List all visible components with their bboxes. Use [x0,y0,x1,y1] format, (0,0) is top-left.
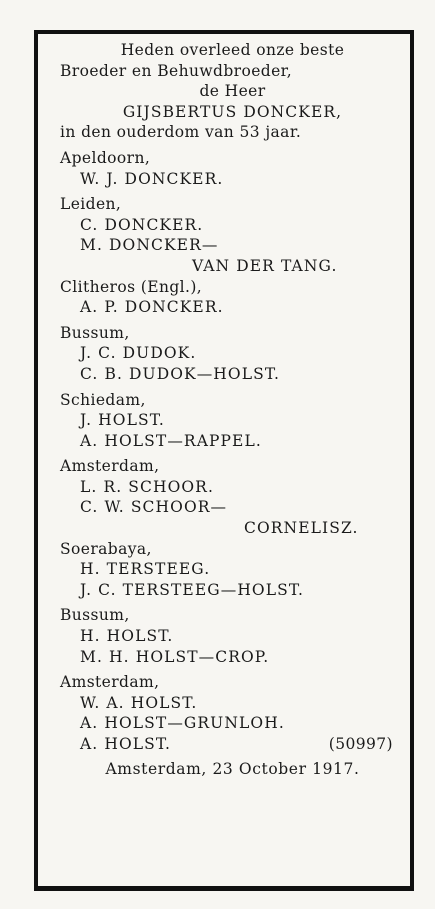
relative-name: C. W. SCHOOR— [80,498,228,517]
relative-name: W. J. DONCKER. [80,169,224,188]
relative-name: H. TERSTEEG. [80,560,211,579]
relative-name: H. HOLST. [80,627,174,646]
age-line: in den ouderdom van 53 jaar. [60,123,302,142]
reference-number: (50997) [328,735,393,753]
relative-name: C. B. DUDOK—HOLST. [80,364,281,383]
border-bottom [34,886,414,891]
place-amsterdam: Amsterdam, [60,673,160,692]
intro-line-1: Heden overleed onze beste [120,41,345,59]
place-clitheros: Clitheros (Engl.), [60,277,203,296]
border-left [34,30,38,891]
relative-name: J. HOLST. [80,411,165,430]
death-notice [60,40,405,779]
date-line: Amsterdam, 23 October 1917. [105,759,360,778]
place-schiedam: Schiedam, [60,390,146,409]
intro-line-2: Broeder en Behuwdbroeder, [60,61,293,80]
relative-name: W. A. HOLST. [80,693,198,712]
border-right [410,30,414,891]
place-leiden: Leiden, [60,195,122,214]
relative-name: M. H. HOLST—CROP. [80,647,270,666]
relative-name: J. C. TERSTEEG—HOLST. [80,580,305,599]
place-bussum: Bussum, [60,323,130,342]
name-continuation: VAN DER TANG. [192,256,338,275]
relative-name: M. DONCKER— [80,236,219,255]
relative-name: J. C. DUDOK. [80,344,197,363]
relative-name: A. HOLST—RAPPEL. [80,431,262,450]
place-soerabaya: Soerabaya, [60,539,152,558]
place-bussum: Bussum, [60,606,130,625]
relative-name: L. R. SCHOOR. [80,477,214,496]
name-continuation: CORNELISZ. [244,519,359,538]
place-apeldoorn: Apeldoorn, [60,148,151,167]
relative-name: A. P. DONCKER. [80,298,224,317]
border-top [34,30,414,34]
honorific: de Heer [199,82,266,101]
relative-name: A. HOLST—GRUNLOH. [80,714,285,733]
deceased-name: GIJSBERTUS DONCKER, [122,102,343,121]
relative-name: C. DONCKER. [80,215,204,234]
relative-name: A. HOLST. [80,735,172,753]
last-name-row [60,734,405,755]
place-amsterdam: Amsterdam, [60,457,160,476]
